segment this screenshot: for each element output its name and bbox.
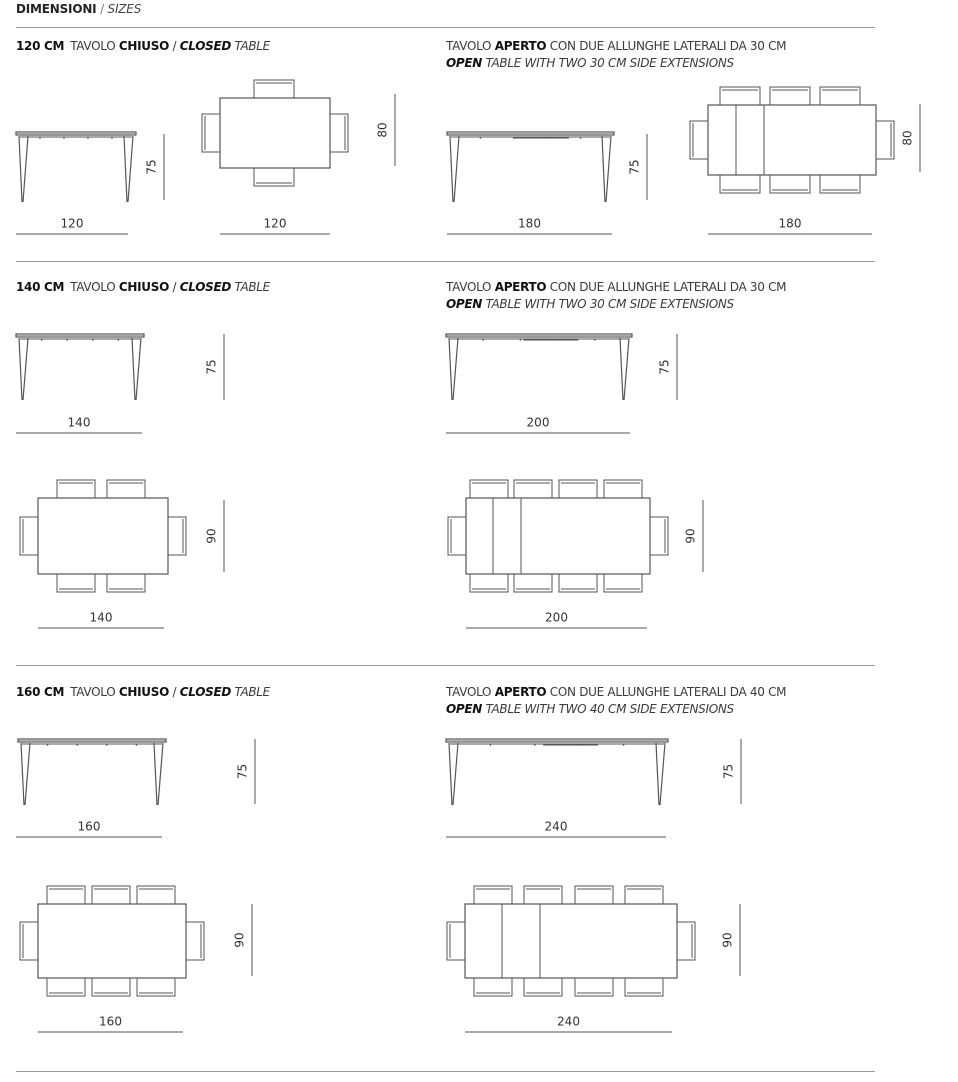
line [602, 136, 605, 202]
line [620, 338, 623, 400]
line [132, 338, 135, 400]
height-dimension-label: 75 [721, 763, 736, 780]
height-dimension-label: 90 [683, 528, 698, 544]
table-leg [602, 136, 611, 202]
caption-word: OPEN [446, 56, 483, 70]
line [21, 743, 24, 805]
rivet [534, 744, 536, 746]
width-dimension-label: 180 [518, 216, 541, 231]
caption-word: CLOSED [179, 39, 232, 53]
caption-word: TAVOLO [70, 280, 116, 294]
caption-sep: / [172, 685, 177, 699]
height-dimension-label: 80 [900, 130, 915, 146]
width-dimension-label: 160 [77, 819, 101, 834]
line [624, 338, 629, 400]
caption-word: CON DUE ALLUNGHE LATERALI DA 40 CM [549, 685, 787, 699]
caption-word: TAVOLO [70, 39, 116, 53]
width-dimension-label: 200 [545, 610, 568, 625]
width-dimension-label: 160 [99, 1014, 122, 1029]
height-dimension-label: 75 [627, 159, 642, 175]
rivet [580, 137, 582, 139]
rivet [578, 744, 580, 746]
caption-word: TABLE [234, 685, 270, 699]
section-140-closed-top [20, 480, 224, 628]
width-dimension-label: 180 [778, 216, 802, 231]
caption-word: TAVOLO [70, 685, 116, 699]
height-dimension-label: 90 [204, 528, 219, 544]
header-subtitle: SIZES [107, 2, 142, 16]
table-leg [450, 136, 459, 202]
caption-word: TAVOLO [446, 685, 492, 699]
rivet [623, 744, 625, 746]
size-label: 160 CM [16, 685, 65, 699]
section-160-open-side [446, 739, 741, 837]
rivet [480, 137, 482, 139]
section-120-open-top [690, 87, 920, 234]
line [136, 338, 141, 400]
height-dimension-label: 80 [375, 122, 390, 138]
line [453, 338, 458, 400]
width-dimension-label: 140 [89, 610, 113, 625]
table-top-view [466, 498, 650, 574]
table-top-view [38, 904, 186, 978]
table-leg [449, 743, 458, 805]
section-140-open-side [446, 334, 677, 433]
rivet [39, 137, 41, 139]
size-label: 120 CM [16, 39, 65, 53]
caption-word: CON DUE ALLUNGHE LATERALI DA 30 CM [549, 280, 787, 294]
caption-sep: / [172, 39, 177, 53]
caption-word: TABLE [234, 280, 270, 294]
caption-word: TAVOLO [446, 280, 492, 294]
rivet [87, 137, 89, 139]
line [19, 338, 22, 400]
size-label: 140 CM [16, 280, 65, 294]
width-dimension-label: 140 [67, 415, 91, 430]
line [450, 136, 453, 202]
section-140-closed-side [16, 334, 224, 433]
line [19, 136, 22, 202]
table-leg [154, 743, 163, 805]
rivet [47, 744, 49, 746]
table-top-view [708, 105, 876, 175]
rivet [92, 339, 94, 341]
caption-word: TABLE WITH TWO 40 CM SIDE EXTENSIONS [485, 702, 734, 716]
height-dimension-label: 75 [144, 159, 159, 175]
line [606, 136, 611, 202]
line [23, 338, 28, 400]
rivet [66, 339, 68, 341]
rivet [63, 137, 65, 139]
line [660, 743, 665, 805]
line [124, 136, 127, 202]
rivet [111, 137, 113, 139]
height-dimension-label: 75 [204, 359, 219, 375]
rivet [594, 339, 596, 341]
caption-word: TABLE WITH TWO 30 CM SIDE EXTENSIONS [485, 56, 734, 70]
width-dimension-label: 240 [544, 819, 568, 834]
caption-word: CLOSED [179, 685, 232, 699]
width-dimension-label: 120 [263, 216, 287, 231]
line [25, 743, 30, 805]
table-leg [21, 743, 30, 805]
line [128, 136, 133, 202]
rivet [136, 744, 138, 746]
line [23, 136, 28, 202]
caption-sep: / [172, 280, 177, 294]
section-160-closed-side [16, 739, 255, 837]
table-leg [449, 338, 458, 400]
line [449, 338, 452, 400]
caption-word: CHIUSO [118, 280, 169, 294]
caption-word: TABLE WITH TWO 30 CM SIDE EXTENSIONS [485, 297, 734, 311]
caption-word: APERTO [494, 39, 547, 53]
rivet [118, 339, 120, 341]
caption-word: APERTO [494, 685, 547, 699]
table-top-view [465, 904, 677, 978]
caption-word: CON DUE ALLUNGHE LATERALI DA 30 CM [549, 39, 787, 53]
table-leg [19, 338, 28, 400]
table-leg [124, 136, 133, 202]
caption-word: CHIUSO [118, 685, 169, 699]
table-top-view [38, 498, 168, 574]
caption-word: TAVOLO [446, 39, 492, 53]
caption-word: OPEN [446, 702, 483, 716]
section-160-closed-top [20, 886, 252, 1032]
width-dimension-label: 240 [557, 1014, 580, 1029]
section-140-open-top [448, 480, 703, 628]
caption-word: TABLE [234, 39, 270, 53]
rivet [520, 339, 522, 341]
header-title: DIMENSIONI [16, 2, 97, 16]
rivet [41, 339, 43, 341]
rivet [546, 137, 548, 139]
line [453, 743, 458, 805]
line [158, 743, 163, 805]
line [449, 743, 452, 805]
rivet [482, 339, 484, 341]
section-120-open-side [447, 132, 647, 234]
rivet [557, 339, 559, 341]
table-leg [132, 338, 141, 400]
width-dimension-label: 200 [526, 415, 550, 430]
section-120-closed-side [16, 132, 164, 234]
caption-word: CHIUSO [118, 39, 169, 53]
caption-word: CLOSED [179, 280, 232, 294]
table-leg [19, 136, 28, 202]
rivet [76, 744, 78, 746]
height-dimension-label: 75 [657, 359, 672, 375]
caption-word: APERTO [494, 280, 547, 294]
rivet [513, 137, 515, 139]
section-160-open-top [447, 886, 740, 1032]
header-sep: / [100, 2, 104, 16]
height-dimension-label: 90 [232, 932, 247, 948]
height-dimension-label: 90 [720, 932, 735, 948]
table-leg [620, 338, 629, 400]
rivet [106, 744, 108, 746]
height-dimension-label: 75 [235, 763, 250, 780]
rivet [490, 744, 492, 746]
line [154, 743, 157, 805]
caption-word: OPEN [446, 297, 483, 311]
line [454, 136, 459, 202]
width-dimension-label: 120 [60, 216, 84, 231]
table-leg [656, 743, 665, 805]
line [656, 743, 659, 805]
table-top-view [220, 98, 330, 168]
section-120-closed-top [202, 80, 395, 234]
